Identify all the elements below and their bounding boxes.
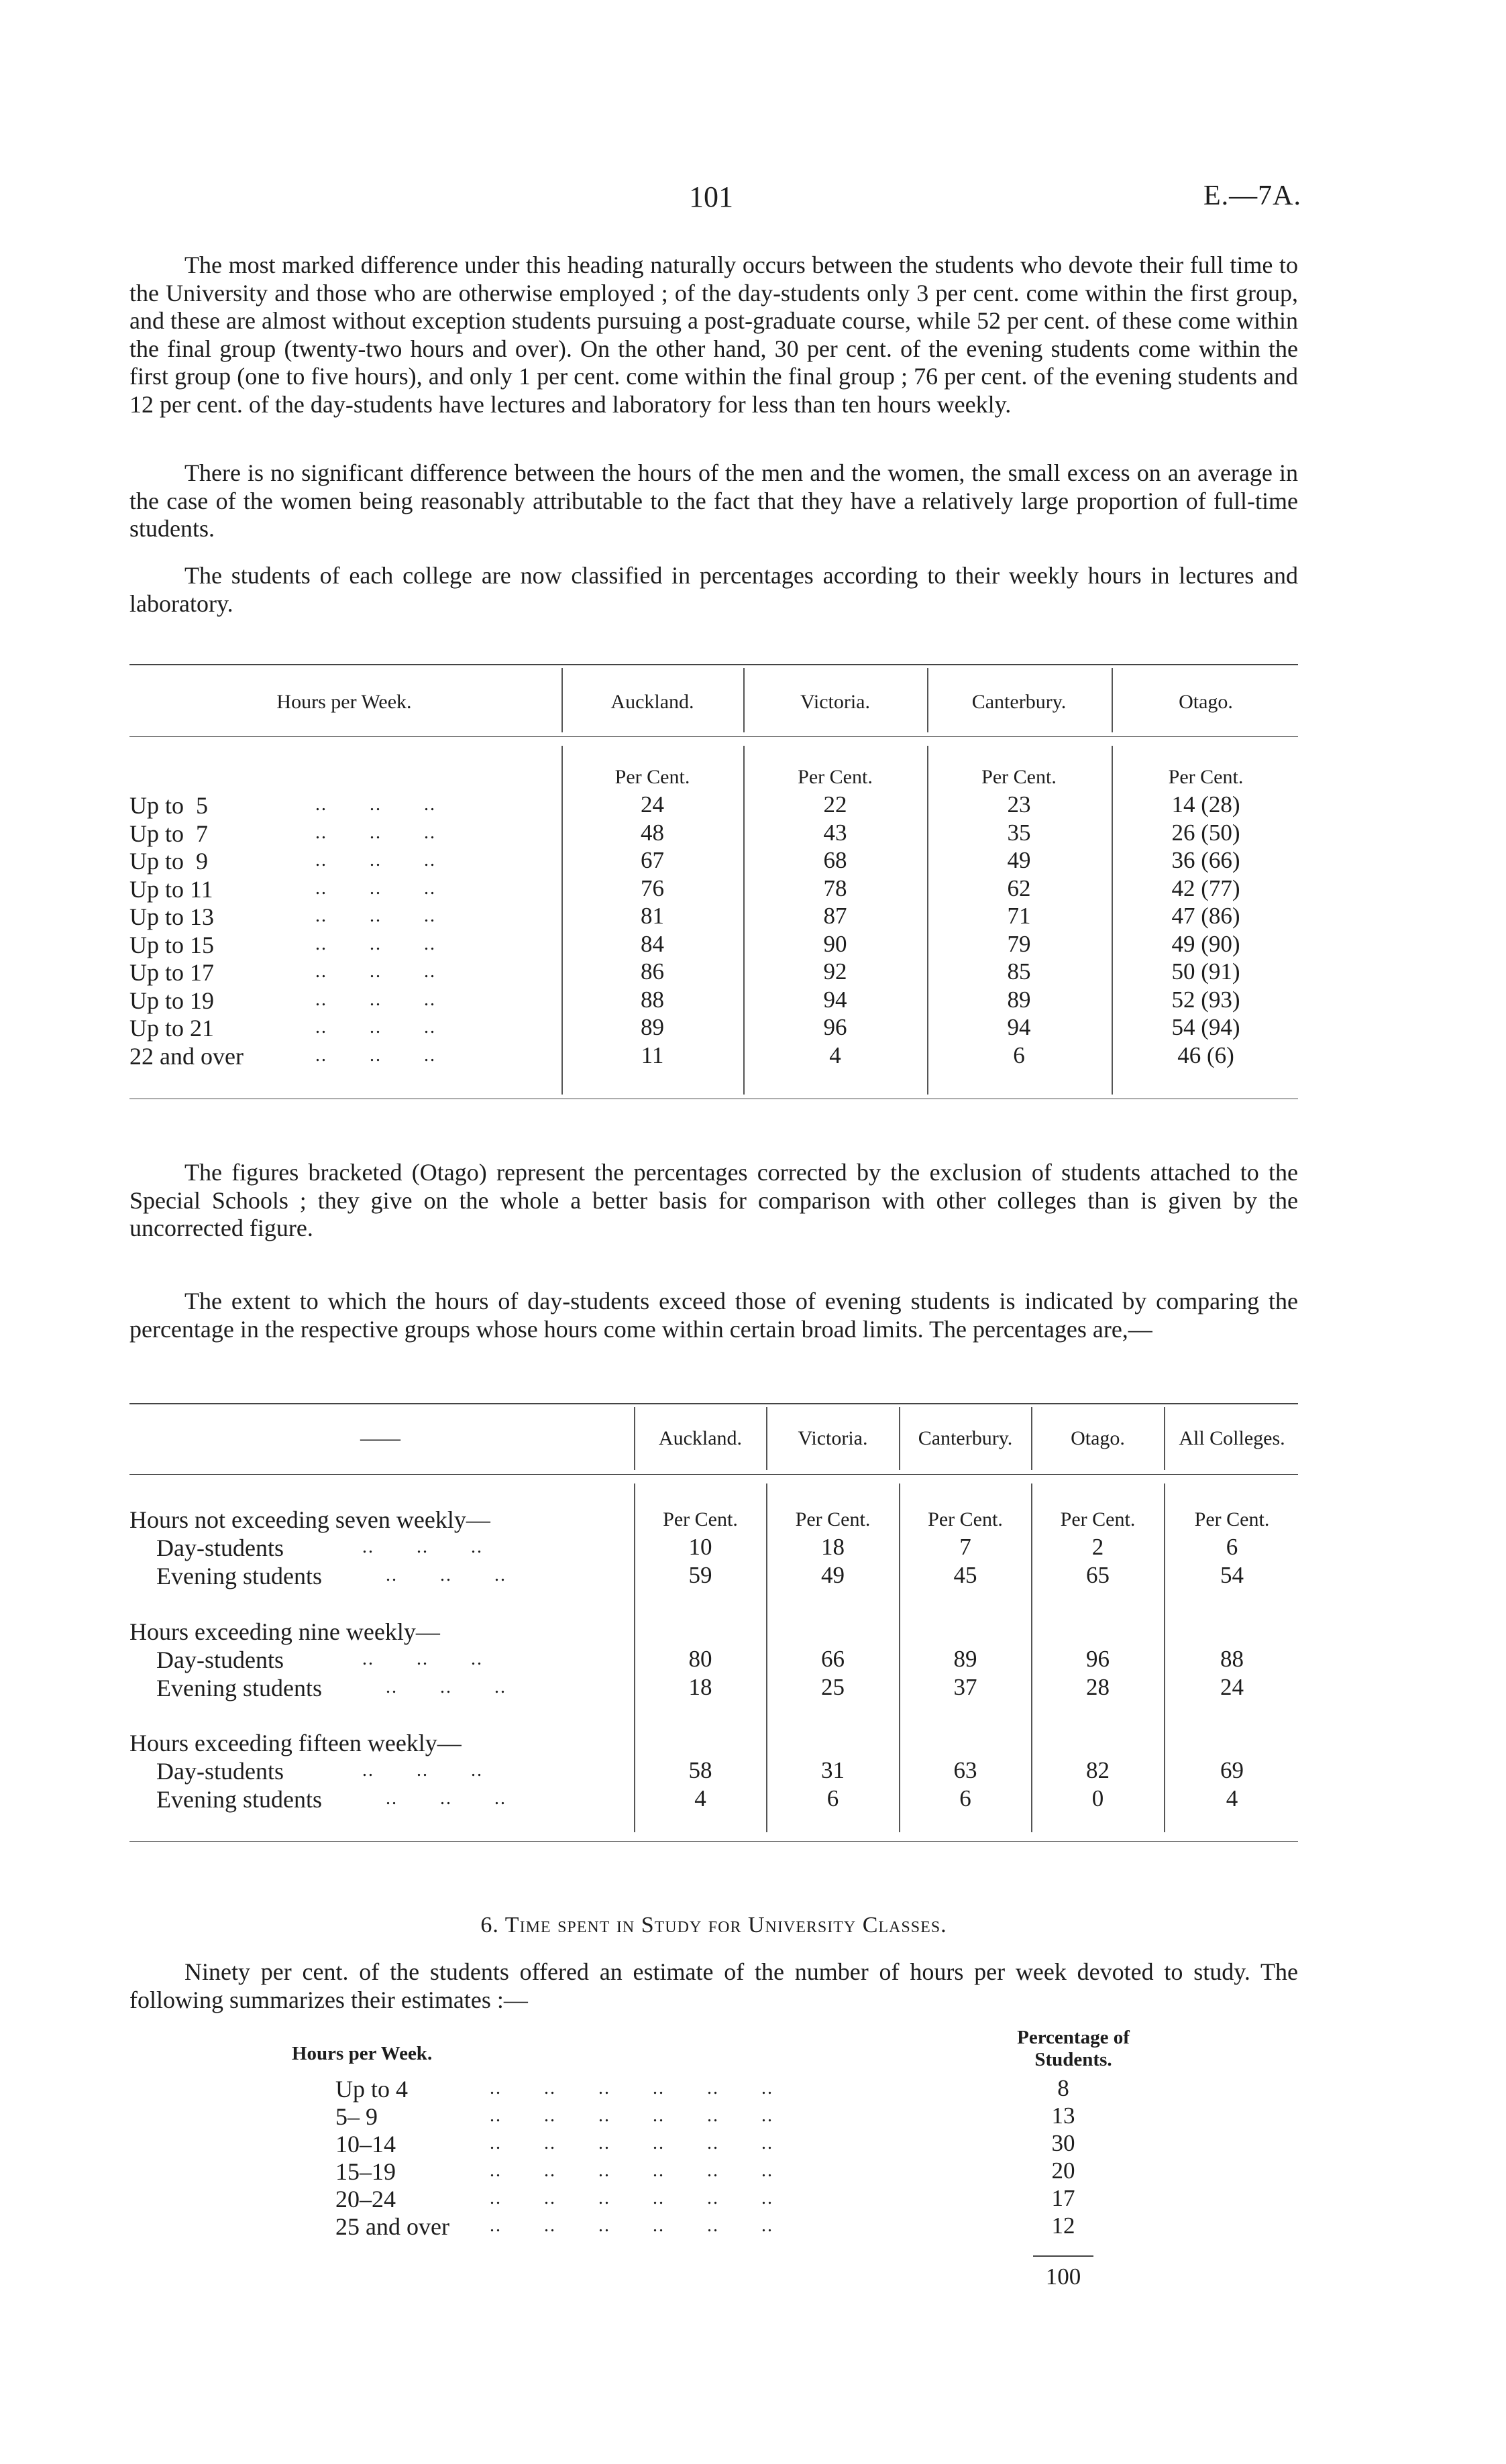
table2-leader-dots: .. .. ..	[386, 1565, 506, 1585]
table2-cell: 54	[1220, 1562, 1244, 1588]
table1-cell: 88	[641, 986, 664, 1013]
table3-value: 8	[1057, 2075, 1069, 2101]
table2-header-auckland: Auckland.	[658, 1427, 743, 1449]
table1-cell: 86	[641, 958, 664, 985]
table1-cell: 84	[641, 930, 664, 957]
table1-cell: 26 (50)	[1171, 819, 1240, 846]
section-6-title: 6. Time spent in Study for University Classes.	[480, 1913, 947, 1938]
table1-unit: Per Cent.	[798, 766, 873, 788]
table1-leader-dots: .. .. ..	[315, 850, 436, 871]
table1-row-label: Up to 9	[129, 848, 208, 875]
table1-cell: 62	[1007, 875, 1031, 901]
table2-cell: 31	[821, 1757, 845, 1783]
table3-leader-dots: .. .. .. .. .. ..	[490, 2078, 773, 2098]
table2-cell: 45	[953, 1562, 977, 1588]
table2-cell: 0	[1091, 1785, 1104, 1811]
table1-vline-1b	[561, 746, 563, 1095]
table3-row-label: 10–14	[335, 2131, 396, 2158]
table2-row-label: Evening students	[156, 1675, 322, 1701]
table1-unit: Per Cent.	[614, 766, 690, 788]
table1-cell: 14 (28)	[1171, 791, 1240, 818]
table3-row-label: 20–24	[335, 2186, 396, 2213]
paragraph-5: The extent to which the hours of day-students exceed those of evening students is indicated by comparing the percentage in the respective groups whose hours come within certain broad limits. The percentages are,—	[129, 1288, 1298, 1343]
table1-cell: 87	[823, 903, 847, 929]
table2-cell: 6	[959, 1785, 971, 1811]
table2-vline-5b	[1164, 1483, 1165, 1832]
paragraph-3: The students of each college are now classified in percentages according to their weekly hours in lectures and laboratory.	[129, 562, 1298, 617]
table2-cell: 96	[1086, 1646, 1110, 1672]
table1-cell: 50 (91)	[1171, 958, 1240, 985]
table1-cell: 42 (77)	[1171, 875, 1240, 901]
table2-vline-1b	[634, 1483, 635, 1832]
table1-cell: 43	[823, 819, 847, 846]
table1-cell: 90	[823, 930, 847, 957]
table1-cell: 94	[823, 986, 847, 1013]
table1-cell: 85	[1007, 958, 1031, 985]
table1-cell: 23	[1007, 791, 1031, 818]
table1-header-hours: Hours per Week.	[276, 691, 412, 713]
table2-group-title: Hours exceeding nine weekly—	[129, 1618, 440, 1645]
table1-cell: 49	[1007, 847, 1031, 873]
table1-cell: 52 (93)	[1171, 986, 1240, 1013]
table1-row-label: Up to 13	[129, 903, 214, 930]
paragraph-2: There is no significant difference between the hours of the men and the women, the small excess on an average in the case of the women being reasonably attributable to the fact that they have a relatively large proportion of full-time students.	[129, 459, 1298, 542]
table1-cell: 24	[641, 791, 664, 818]
table3-value: 30	[1051, 2130, 1075, 2156]
table1-cell: 89	[641, 1014, 664, 1040]
table1-vline-4a	[1112, 668, 1113, 732]
table2-cell: 58	[688, 1757, 712, 1783]
table2-vline-5a	[1164, 1407, 1165, 1470]
table1-unit: Per Cent.	[981, 766, 1057, 788]
table1-cell: 22	[823, 791, 847, 818]
table2-cell: 24	[1220, 1674, 1244, 1700]
table1-header-otago: Otago.	[1179, 691, 1233, 713]
table1-row-label: Up to 21	[129, 1015, 214, 1042]
table1-cell: 81	[641, 903, 664, 929]
table1-header-auckland: Auckland.	[610, 691, 694, 713]
table2-cell: 10	[688, 1534, 712, 1560]
document-reference: E.—7A.	[1203, 180, 1301, 211]
table2-leader-dots: .. .. ..	[386, 1788, 506, 1809]
table2-row-label: Evening students	[156, 1786, 322, 1813]
table3-value: 13	[1051, 2103, 1075, 2129]
table2-cell: 7	[959, 1534, 971, 1560]
table2-vline-2a	[766, 1407, 767, 1470]
table3-total-rule	[1033, 2255, 1093, 2257]
table2-group-title: Hours not exceeding seven weekly—	[129, 1506, 490, 1533]
table2-cell: 63	[953, 1757, 977, 1783]
table1-vline-4b	[1112, 746, 1113, 1095]
table1-leader-dots: .. .. ..	[315, 877, 436, 899]
table1-cell: 78	[823, 875, 847, 901]
table1-cell: 48	[641, 819, 664, 846]
table1-cell: 96	[823, 1014, 847, 1040]
table2-row-label: Day-students	[156, 1646, 284, 1673]
table2-cell: 18	[688, 1674, 712, 1700]
table2-unit: Per Cent.	[1060, 1508, 1136, 1530]
table2-leader-dots: .. .. ..	[362, 1536, 483, 1557]
table2-vline-2b	[766, 1483, 767, 1832]
table2-cell: 65	[1086, 1562, 1110, 1588]
table1-cell: 54 (94)	[1171, 1014, 1240, 1040]
table3-value: 17	[1051, 2185, 1075, 2211]
table1-row-label: Up to 7	[129, 820, 208, 847]
table3-row-label: 5– 9	[335, 2103, 378, 2130]
table2-row-label: Day-students	[156, 1534, 284, 1561]
table1-leader-dots: .. .. ..	[315, 1044, 436, 1066]
table1-vline-1a	[561, 668, 563, 732]
table2-corner: ——	[360, 1427, 400, 1449]
table1-header-canterbury: Canterbury.	[971, 691, 1067, 713]
table3-row-label: 25 and over	[335, 2213, 449, 2240]
table1-cell: 35	[1007, 819, 1031, 846]
table1-row-label: 22 and over	[129, 1042, 244, 1070]
table2-vline-3b	[899, 1483, 900, 1832]
table1-row-label: Up to 11	[129, 875, 213, 903]
table3-header-percentage-line1: Percentage of	[1017, 2027, 1130, 2048]
table2-cell: 69	[1220, 1757, 1244, 1783]
table2-cell: 49	[821, 1562, 845, 1588]
table1-leader-dots: .. .. ..	[315, 933, 436, 954]
table1-cell: 47 (86)	[1171, 903, 1240, 929]
table2-unit: Per Cent.	[928, 1508, 1003, 1530]
table1-cell: 71	[1007, 903, 1031, 929]
table2-unit: Per Cent.	[663, 1508, 738, 1530]
paragraph-6: Ninety per cent. of the students offered an estimate of the number of hours per week devoted to study. The following summarizes their estimates :—	[129, 1958, 1298, 2013]
table3-header-percentage-line2: Students.	[1034, 2049, 1112, 2070]
table2-cell: 82	[1086, 1757, 1110, 1783]
table1-top-rule	[129, 664, 1298, 665]
table3-row-label: 15–19	[335, 2158, 396, 2185]
table2-cell: 6	[826, 1785, 839, 1811]
table1-cell: 76	[641, 875, 664, 901]
table2-cell: 37	[953, 1674, 977, 1700]
table2-group-title: Hours exceeding fifteen weekly—	[129, 1730, 462, 1756]
table1-row-label: Up to 5	[129, 792, 208, 819]
table1-cell: 49 (90)	[1171, 930, 1240, 957]
table2-cell: 59	[688, 1562, 712, 1588]
table2-row-label: Evening students	[156, 1563, 322, 1589]
table2-leader-dots: .. .. ..	[362, 1648, 483, 1669]
table3-header-percentage	[986, 2027, 1161, 2071]
paragraph-1: The most marked difference under this heading naturally occurs between the students who devote their full time to the University and those who are otherwise employed ; of the day-students only 3 per cent. come within the first group, and these are almost without exception students pursuing a post-graduate course, while 52 per cent. of these come within the final group (twenty-two hours and over). On the other hand, 30 per cent. of the evening students come within the first group (one to five hours), and only 1 per cent. come within the final group ; 76 per cent. of the evening students and 12 per cent. of the day-students have lectures and laboratory for less than ten hours weekly.	[129, 251, 1298, 418]
table2-header-all-colleges: All Colleges.	[1179, 1427, 1285, 1449]
table2-cell: 18	[821, 1534, 845, 1560]
table1-cell: 89	[1007, 986, 1031, 1013]
table1-cell: 46 (6)	[1177, 1042, 1234, 1068]
table3-total: 100	[1045, 2263, 1081, 2290]
table2-cell: 2	[1091, 1534, 1104, 1560]
table2-vline-4a	[1031, 1407, 1032, 1470]
table1-row-label: Up to 17	[129, 959, 214, 986]
table2-vline-3a	[899, 1407, 900, 1470]
table3-value: 20	[1051, 2158, 1075, 2184]
table2-leader-dots: .. .. ..	[362, 1760, 483, 1781]
table1-cell: 79	[1007, 930, 1031, 957]
table2-header-canterbury: Canterbury.	[918, 1427, 1013, 1449]
table2-bottom-rule	[129, 1841, 1298, 1842]
table1-cell: 67	[641, 847, 664, 873]
table1-cell: 92	[823, 958, 847, 985]
table3-row-label: Up to 4	[335, 2076, 408, 2103]
table2-leader-dots: .. .. ..	[386, 1677, 506, 1697]
table1-header-rule	[129, 736, 1298, 737]
table1-cell: 6	[1013, 1042, 1025, 1068]
table2-unit: Per Cent.	[795, 1508, 871, 1530]
table3-leader-dots: .. .. .. .. .. ..	[490, 2105, 773, 2126]
table2-unit: Per Cent.	[1194, 1508, 1270, 1530]
table2-top-rule	[129, 1403, 1298, 1404]
table1-leader-dots: .. .. ..	[315, 822, 436, 843]
table3-header-hours: Hours per Week.	[292, 2043, 433, 2064]
table3-leader-dots: .. .. .. .. .. ..	[490, 2188, 773, 2208]
table3-leader-dots: .. .. .. .. .. ..	[490, 2133, 773, 2153]
table1-cell: 11	[641, 1042, 664, 1068]
table1-header-victoria: Victoria.	[800, 691, 870, 713]
table2-header-rule	[129, 1474, 1298, 1475]
table1-cell: 4	[829, 1042, 841, 1068]
table1-cell: 36 (66)	[1171, 847, 1240, 873]
table2-cell: 88	[1220, 1646, 1244, 1672]
table2-cell: 6	[1226, 1534, 1238, 1560]
table1-cell: 68	[823, 847, 847, 873]
table1-leader-dots: .. .. ..	[315, 794, 436, 815]
table2-cell: 66	[821, 1646, 845, 1672]
table1-cell: 94	[1007, 1014, 1031, 1040]
table2-row-label: Day-students	[156, 1758, 284, 1785]
table3-leader-dots: .. .. .. .. .. ..	[490, 2160, 773, 2181]
table2-vline-1a	[634, 1407, 635, 1470]
table2-cell: 4	[1226, 1785, 1238, 1811]
table2-cell: 4	[694, 1785, 706, 1811]
table2-header-otago: Otago.	[1071, 1427, 1125, 1449]
table2-vline-4b	[1031, 1483, 1032, 1832]
page-number: 101	[689, 180, 733, 213]
table2-cell: 89	[953, 1646, 977, 1672]
table1-unit: Per Cent.	[1168, 766, 1244, 788]
table3-leader-dots: .. .. .. .. .. ..	[490, 2215, 773, 2236]
table1-row-label: Up to 19	[129, 987, 214, 1014]
table3-value: 12	[1051, 2213, 1075, 2239]
table2-cell: 80	[688, 1646, 712, 1672]
table1-leader-dots: .. .. ..	[315, 961, 436, 982]
table1-row-label: Up to 15	[129, 931, 214, 958]
paragraph-4: The figures bracketed (Otago) represent the percentages corrected by the exclusion of students attached to the Special Schools ; they give on the whole a better basis for comparison with other colleges than is given by the uncorrected figure.	[129, 1159, 1298, 1241]
table2-cell: 25	[821, 1674, 845, 1700]
table1-leader-dots: .. .. ..	[315, 989, 436, 1010]
table2-header-victoria: Victoria.	[798, 1427, 868, 1449]
table1-leader-dots: .. .. ..	[315, 905, 436, 926]
table2-cell: 28	[1086, 1674, 1110, 1700]
table1-leader-dots: .. .. ..	[315, 1017, 436, 1038]
